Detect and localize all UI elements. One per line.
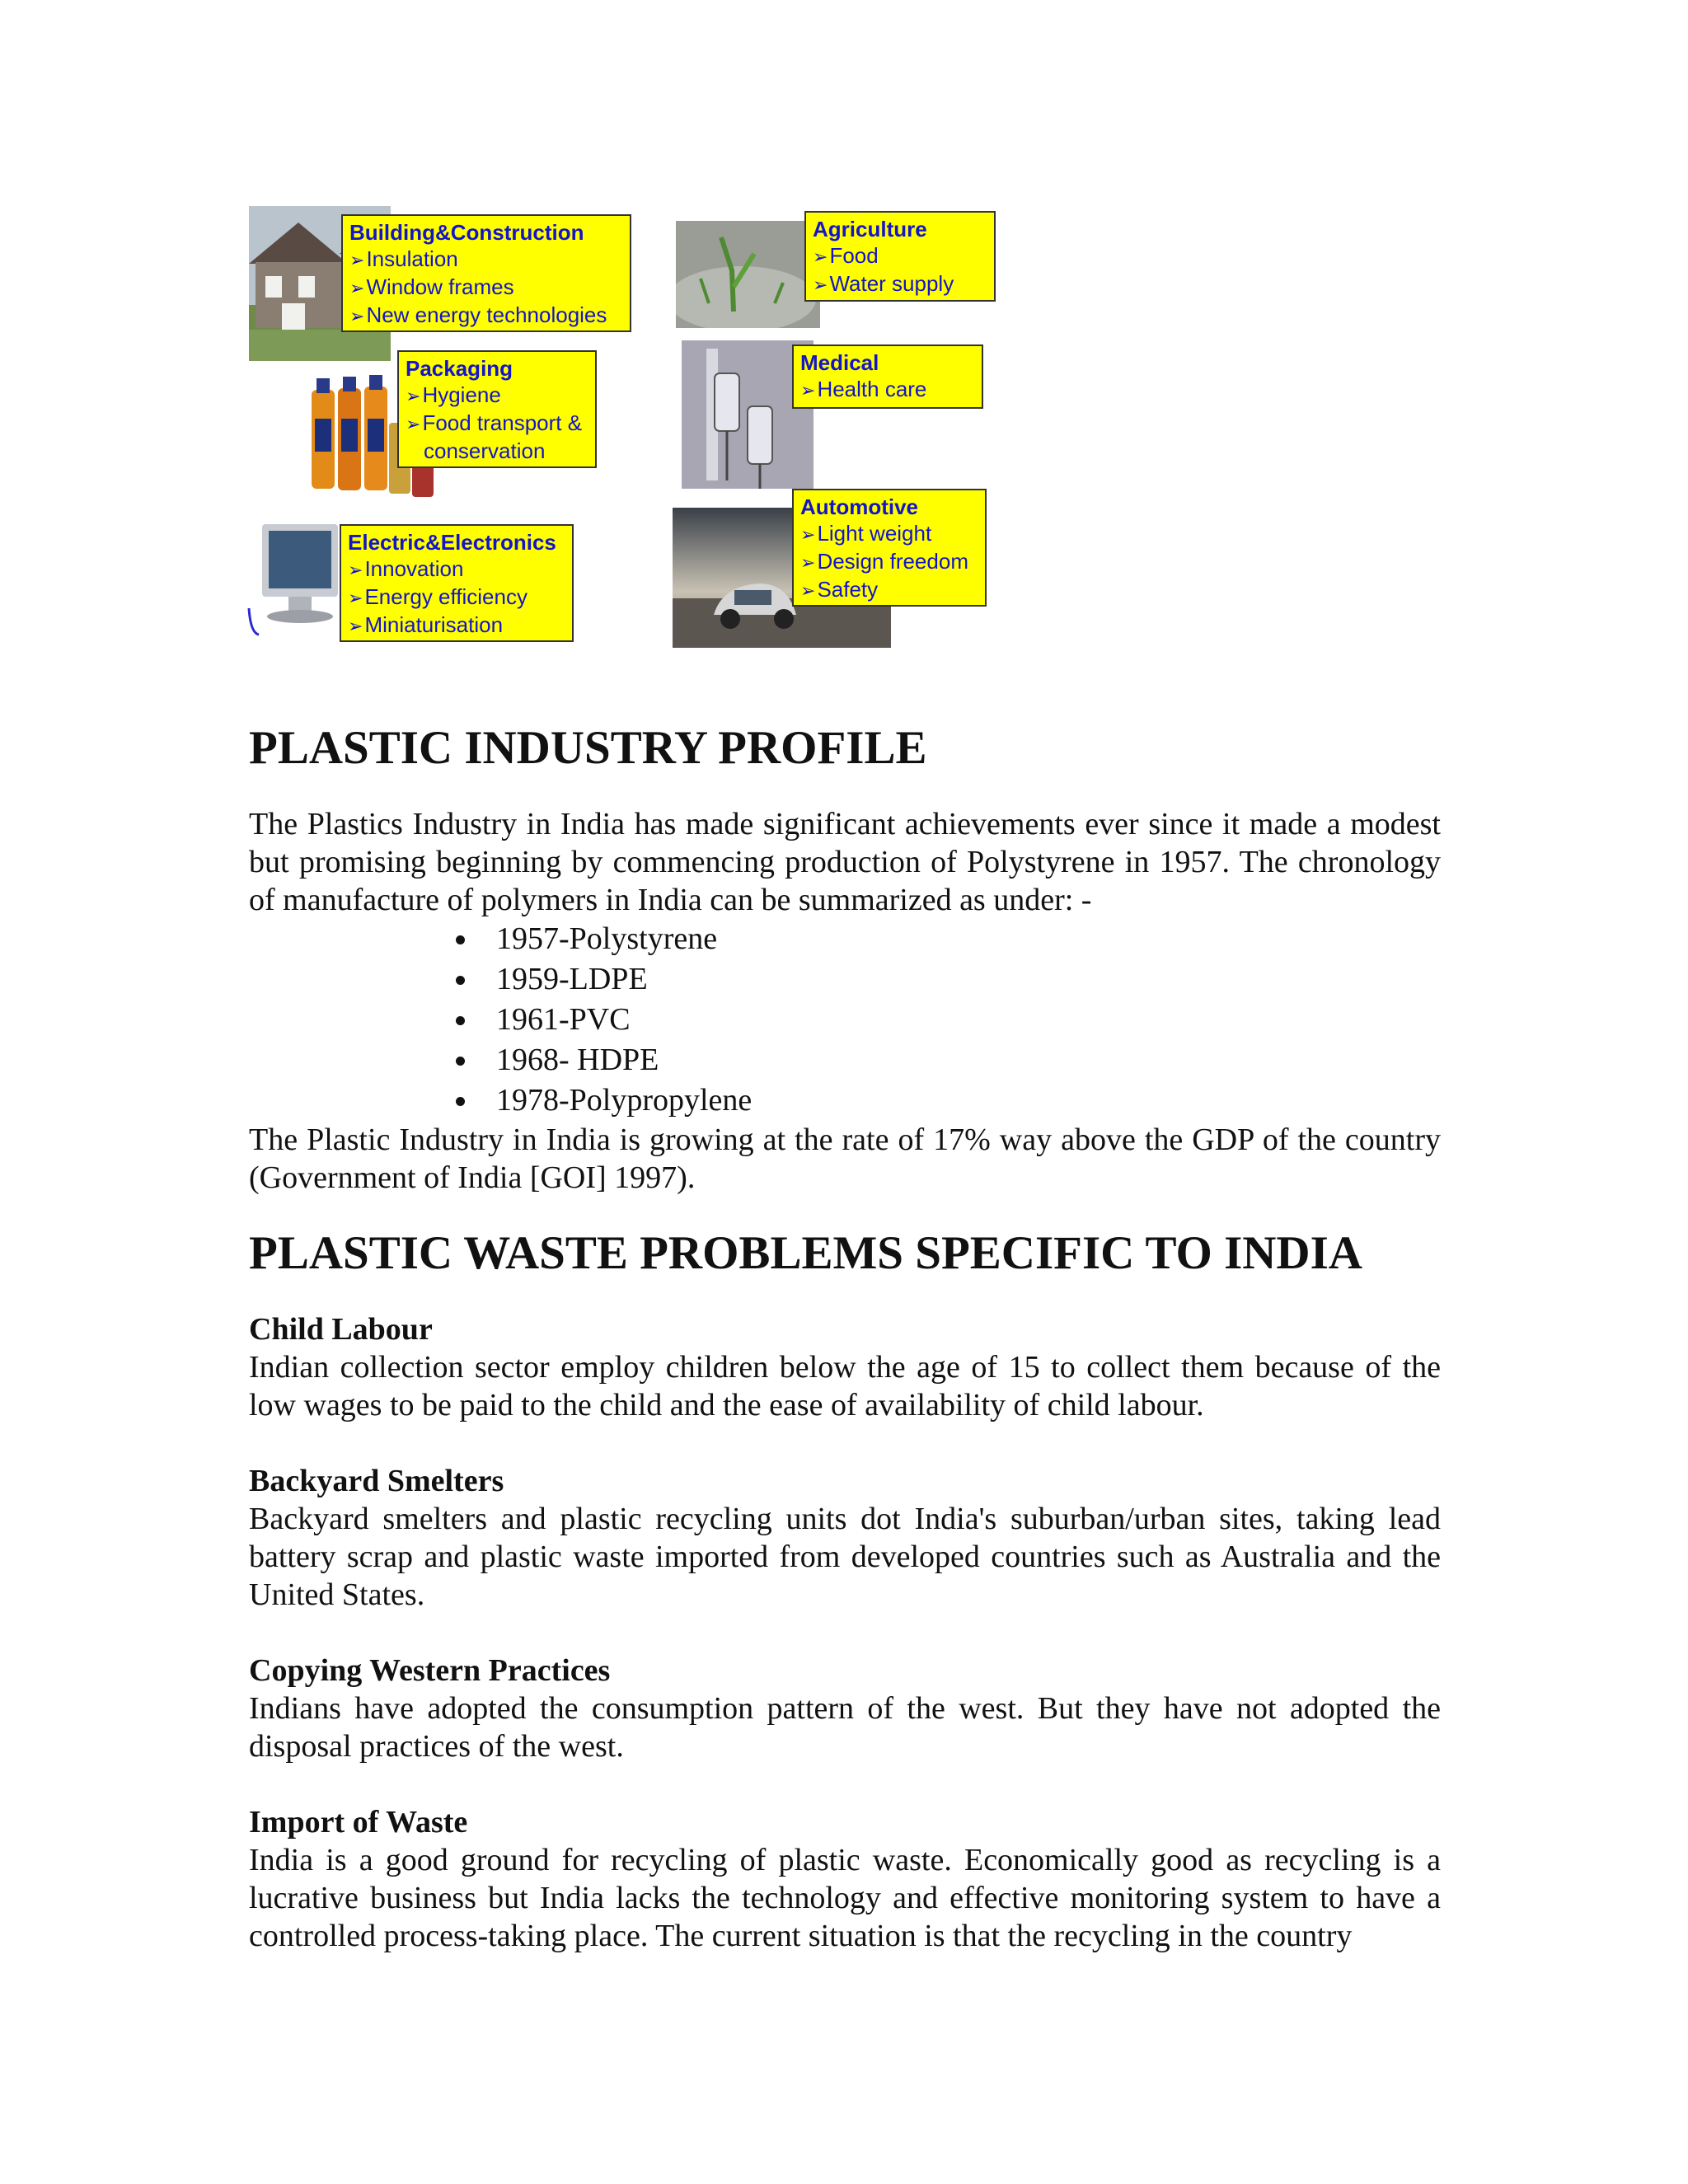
arrow-icon: ➢ [349,306,365,326]
industry-growth-paragraph: The Plastic Industry in India is growing at the rate of 17% way above the GDP of the country (Government of India [GOI] 1997). [249,1122,1441,1195]
callout-item: ➢Food [813,243,879,268]
arrow-icon: ➢ [800,524,816,545]
arrow-icon: ➢ [813,274,828,295]
bullet-icon [456,1016,465,1025]
section-heading-waste-problems: PLASTIC WASTE PROBLEMS SPECIFIC TO INDIA [249,1227,1362,1279]
subheading-child-labour: Child Labour [249,1312,433,1347]
callout-item: ➢New energy technologies [349,302,607,327]
list-item: 1961-PVC [496,1000,1441,1040]
callout-medical [792,344,983,409]
callout-item: ➢Food transport & [406,410,583,435]
applications-figure [247,196,1006,656]
callout-title: Electric&Electronics [348,530,556,555]
list-item: 1968- HDPE [496,1040,1441,1080]
arrow-icon: ➢ [800,380,816,401]
bullet-icon [456,935,465,944]
callout-agriculture [804,211,996,302]
callout-title: Packaging [406,356,513,381]
arrow-icon: ➢ [348,588,363,608]
arrow-icon: ➢ [406,414,421,434]
callout-item: ➢Safety [800,577,879,602]
callout-title: Medical [800,350,879,375]
subheading-backyard-smelters: Backyard Smelters [249,1464,504,1498]
seedling-photo [676,221,820,328]
bullet-icon [456,976,465,985]
subheading-import-of-waste: Import of Waste [249,1805,468,1840]
arrow-icon: ➢ [349,278,365,298]
list-item: 1959-LDPE [496,959,1441,1000]
arrow-icon: ➢ [349,250,365,270]
callout-item: ➢Window frames [349,274,514,299]
callout-title: Agriculture [813,217,927,241]
callout-item: ➢Design freedom [800,549,968,574]
callout-item: ➢Hygiene [406,382,501,407]
subheading-copying-western: Copying Western Practices [249,1653,611,1688]
document-body [249,722,1441,1955]
section-heading-industry-profile: PLASTIC INDUSTRY PROFILE [249,722,927,774]
copying-western-paragraph: Indians have adopted the consumption pattern of the west. But they have not adopted the disposal practices of the west. [249,1691,1441,1764]
child-labour-paragraph: Indian collection sector employ children below the age of 15 to collect them because of the low wages to be paid to the child and the ease of availability of child labour. [249,1350,1441,1422]
callout-item: ➢Insulation [349,246,458,271]
callout-packaging [397,350,597,468]
callout-item: ➢Innovation [348,556,464,581]
arrow-icon: ➢ [348,560,363,580]
arrow-icon: ➢ [800,552,816,573]
arrow-icon: ➢ [348,616,363,636]
callout-automotive [792,489,987,607]
callout-building [341,214,631,332]
bullet-icon [456,1097,465,1106]
industry-intro-paragraph: The Plastics Industry in India has made significant achievements ever since it made a modest but promising beginning by commencing production of Polystyrene in 1957. The chronology of manufacture of polymers in India can be summarized as under: - [249,807,1441,917]
callout-item: ➢Miniaturisation [348,612,504,637]
arrow-icon: ➢ [406,386,421,406]
arrow-icon: ➢ [813,246,828,267]
callout-title: Automotive [800,494,918,519]
list-item: 1957-Polystyrene [496,919,1441,959]
polymer-chronology-list [249,919,1441,1121]
backyard-smelters-paragraph: Backyard smelters and plastic recycling units dot India's suburban/urban sites, taking lead battery scrap and plastic waste imported from developed countries such as Australia and the United States. [249,1502,1441,1612]
bullet-icon [456,1057,465,1066]
callout-item: ➢Light weight [800,521,932,546]
callout-title: Building&Construction [349,220,584,245]
callout-item: conservation [424,438,546,463]
callout-item: ➢Water supply [813,271,954,296]
callout-item: ➢Energy efficiency [348,584,528,609]
list-item: 1978-Polypropylene [496,1080,1441,1121]
callout-item: ➢Health care [800,377,927,401]
monitor-photo [247,518,346,637]
import-of-waste-paragraph: India is a good ground for recycling of plastic waste. Economically good as recycling is a lucrative business but India lacks the technology and effective monitoring system to have a controlled process-taking place. The current situation is that the recycling in the country [249,1843,1441,1953]
arrow-icon: ➢ [800,580,816,601]
callout-electric [340,524,574,642]
